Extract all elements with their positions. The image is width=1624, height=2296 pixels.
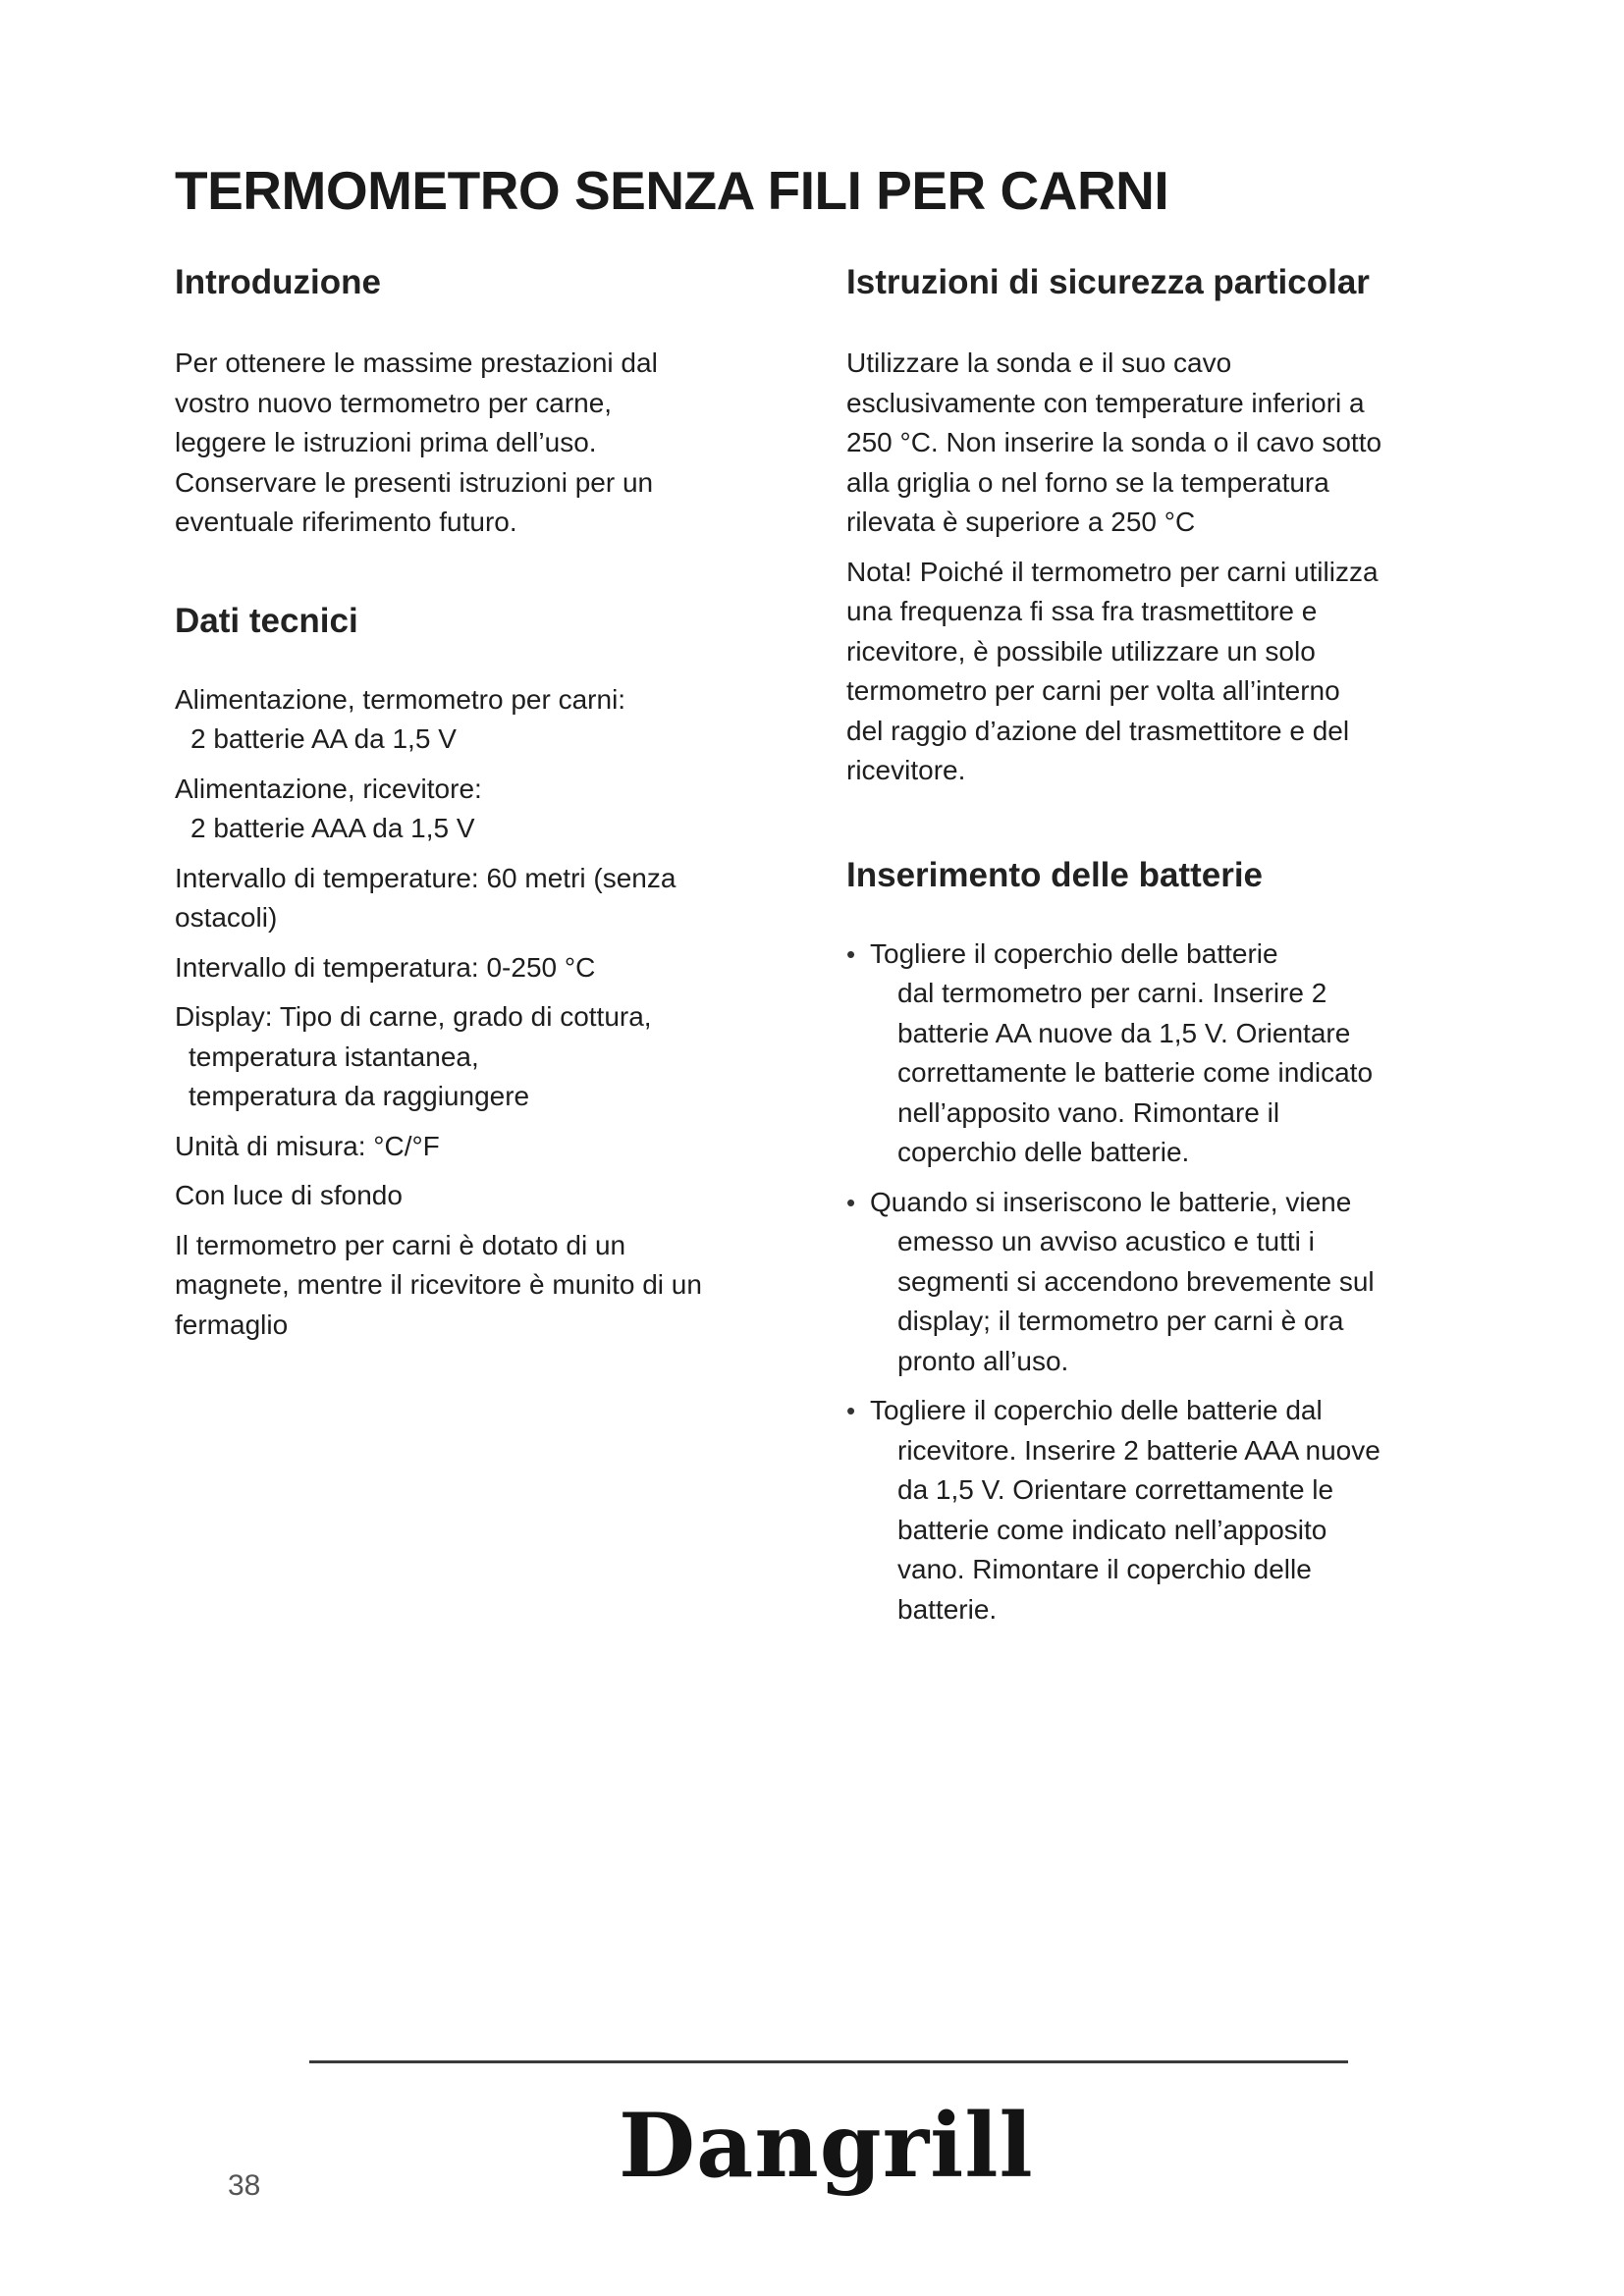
tech-data-heading: Dati tecnici: [175, 601, 358, 640]
spec-power-receiver: Alimentazione, ricevitore: 2 batterie AAA da 1,5 V: [175, 773, 482, 843]
intro-line: Conservare le presenti istruzioni per un: [175, 466, 654, 498]
footer-divider: [309, 2060, 1348, 2063]
tech-specs-list: [175, 680, 784, 1346]
spec-range: Intervallo di temperature: 60 metri (senza ostacoli): [175, 862, 677, 933]
safety-paragraph: Utilizzare la sonda e il suo cavo esclusivamente con temperature inferiori a 250 °C. Non inserire la sonda o il cavo sotto alla griglia o nel forno se la temperatura rilevata è superiore a 250 °C: [846, 347, 1382, 537]
list-item: • Togliere il coperchio delle batterie dal ricevitore. Inserire 2 batterie AAA nuove da 1,5 V. Orientare correttamente le batterie come indicato nell’apposito vano. Rimontare il coperchio delle batterie.: [846, 1391, 1455, 1629]
intro-line: leggere le istruzioni prima dell’uso.: [175, 427, 597, 457]
brand-logo: Dangrill: [619, 2094, 1034, 2198]
page-number: 38: [228, 2169, 261, 2202]
right-column: [846, 263, 1455, 1639]
spec-units: Unità di misura: °C/°F: [175, 1130, 440, 1161]
spec-backlight: Con luce di sfondo: [175, 1180, 403, 1210]
battery-steps-list: [846, 934, 1455, 1630]
list-item: • Togliere il coperchio delle batterie dal termometro per carni. Inserire 2 batterie AA nuove da 1,5 V. Orientare correttamente le batterie come indicato nell’apposito vano. Rimontare il coperchio delle batterie.: [846, 934, 1455, 1173]
intro-paragraph: [175, 344, 784, 543]
spec-power-thermometer: Alimentazione, termometro per carni: 2 batterie AA da 1,5 V: [175, 683, 626, 754]
intro-line: Per ottenere le massime prestazioni dal: [175, 347, 658, 378]
left-column: [175, 263, 784, 1355]
intro-heading: Introduzione: [175, 263, 381, 301]
intro-line: eventuale riferimento futuro.: [175, 507, 517, 537]
page-title: TERMOMETRO SENZA FILI PER CARNI: [175, 160, 1169, 221]
spec-magnet-clip: Il termometro per carni è dotato di un magnete, mentre il ricevitore è munito di un fermaglio: [175, 1229, 702, 1340]
spec-temperature-range: Intervallo di temperatura: 0-250 °C: [175, 951, 596, 983]
list-item: • Quando si inseriscono le batterie, viene emesso un avviso acustico e tutti i segmenti si accendono brevemente sul display; il termometro per carni è ora pronto all’uso.: [846, 1183, 1455, 1382]
intro-line: vostro nuovo termometro per carne,: [175, 387, 613, 418]
safety-note: Nota! Poiché il termometro per carni utilizza una frequenza fi ssa fra trasmettitore e ricevitore, è possibile utilizzare un solo termometro per carni per volta all’interno del raggio d’azione del trasmettitore e del ricevitore.: [846, 556, 1379, 785]
battery-heading: Inserimento delle batterie: [846, 855, 1264, 894]
safety-heading: Istruzioni di sicurezza particolar: [846, 263, 1370, 301]
spec-display: Display: Tipo di carne, grado di cottura, temperatura istantanea, temperatura da raggiungere: [175, 1001, 652, 1111]
